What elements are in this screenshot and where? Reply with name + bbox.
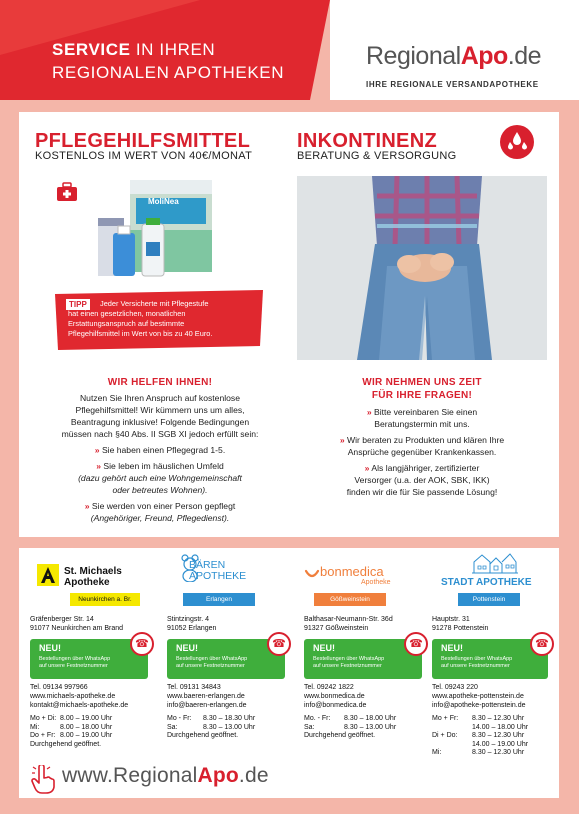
water-drops-icon — [499, 124, 535, 160]
incontinence-photo — [297, 176, 547, 360]
phone-icon: ☎ — [267, 632, 291, 656]
opening-hours: Mo. - Fr: 8.30 – 18.00 Uhr Sa: 8.30 – 13.00 Uhr Durchgehend geöffnet. — [304, 715, 397, 740]
phone-icon: ☎ — [130, 632, 154, 656]
whatsapp-notice: NEU! Bestellungen über WhatsApp auf unsere Festnetznummer — [30, 639, 148, 679]
right-heading: INKONTINENZ — [297, 130, 437, 152]
pharmacy-address: Hauptstr. 31 91278 Pottenstein — [432, 616, 489, 632]
left-heading: PFLEGEHILFSMITTEL — [35, 130, 251, 152]
opening-hours: Mo + Di: 8.00 – 19.00 Uhr Mi: 8.00 – 18.00 Uhr Do + Fr: 8.00 – 19.00 Uhr Durchgehend geöffnet. — [30, 715, 113, 748]
pharmacy-contact — [167, 683, 247, 710]
footer-website-link[interactable]: www.RegionalApo.de — [62, 764, 269, 787]
tipp-label: TIPP — [66, 299, 90, 310]
pharmacy-name: bonmedica — [320, 564, 384, 579]
website-link[interactable]: www.bonmedica.de — [304, 693, 365, 700]
pharmacy-a-logo-icon — [37, 564, 59, 586]
phone-number[interactable]: Tel. 09243 220 — [432, 684, 478, 691]
right-subheading: BERATUNG & VERSORGUNG — [297, 150, 457, 162]
brand-tagline: IHRE REGIONALE VERSANDAPOTHEKE — [366, 80, 539, 89]
page-title: SERVICE IN IHREN REGIONALEN APOTHEKEN — [52, 40, 285, 82]
first-aid-kit-icon — [56, 182, 78, 202]
pharmacy-location-tag: Pottenstein — [458, 593, 520, 606]
pharmacy-card-stadt — [432, 552, 556, 757]
pharmacy-address: Stintzingstr. 4 91052 Erlangen — [167, 616, 217, 632]
website-link[interactable]: www.michaels-apotheke.de — [30, 693, 116, 700]
opening-hours: Mo + Fr: 8.30 – 12.30 Uhr 14.00 – 18.00 Uhr Di + Do: 8.30 – 12.30 Uhr 14.00 – 19.00 Uhr Mi: 8.30 – 12.30 Uhr — [432, 715, 529, 757]
smile-logo-icon — [304, 567, 320, 581]
pharmacy-location-tag: Neunkirchen a. Br. — [70, 593, 140, 606]
pointing-hand-icon — [30, 765, 56, 795]
pharmacy-location-tag: Gößweinstein — [314, 593, 386, 606]
pharmacy-contact — [304, 683, 366, 710]
phone-icon: ☎ — [404, 632, 428, 656]
right-body: » Bitte vereinbaren Sie einen Beratungstermin mit uns. » Wir beraten zu Produkten und klären Ihre Ansprüche gegenüber Krankenkassen. » Als langjähriger, zertifizierter Versorger (u.a. der AOK, SBK, IKK) finden wir die für Sie passende Lösung! — [339, 407, 505, 497]
pharmacy-name: St. Michaels Apotheke — [64, 566, 122, 588]
tipp-text: Jeder Versicherte mit Pflegestufe hat einen gesetzlichen, monatlichen Erstattungsanspruch auf bestimmte Pflegehilfsmittel im Wert von bis zu 40 Euro. — [68, 299, 213, 338]
whatsapp-notice: NEU! Bestellungen über WhatsApp auf unsere Festnetznummer — [167, 639, 285, 679]
website-link[interactable]: www.baeren-erlangen.de — [167, 693, 245, 700]
left-section-title: WIR HELFEN IHNEN! — [107, 377, 213, 388]
pharmacy-contact — [30, 683, 128, 710]
pharmacy-card-baeren — [167, 552, 295, 752]
pharmacy-name: STADT APOTHEKE — [441, 577, 532, 588]
email-link[interactable]: info@bonmedica.de — [304, 702, 367, 709]
pharmacy-card-st-michaels — [30, 552, 158, 752]
pharmacy-card-bonmedica — [304, 552, 432, 752]
pharmacy-name: BÄREN APOTHEKE — [189, 559, 247, 582]
email-link[interactable]: kontakt@michaels-apotheke.de — [30, 702, 129, 709]
townhouse-logo-icon — [472, 552, 518, 574]
opening-hours: Mo - Fr: 8.30 – 18.30 Uhr Sa: 8.30 – 13.00 Uhr Durchgehend geöffnet. — [167, 715, 256, 740]
care-products-image — [96, 178, 214, 278]
website-link[interactable]: www.apotheke-pottenstein.de — [432, 693, 524, 700]
phone-icon: ☎ — [530, 632, 554, 656]
email-link[interactable]: info@baeren-erlangen.de — [167, 702, 247, 709]
left-subheading: KOSTENLOS IM WERT VON 40€/MONAT — [35, 150, 253, 162]
email-link[interactable]: info@apotheke-pottenstein.de — [432, 702, 526, 709]
pharmacy-location-tag: Erlangen — [183, 593, 255, 606]
left-body: Nutzen Sie Ihren Anspruch auf kostenlose Pflegehilfsmittel! Wir kümmern uns um alles, Beantragung inklusive! Folgende Bedingungen müssen nach §40 Abs. II SGB XI jedoch erfüllt sein: » Sie haben einen Pflegegrad 1-5. » Sie leben im häuslichen Umfeld (dazu gehört auch eine Wohngemeinschaft oder betreutes Wohnen). » Sie werden von einer Person gepflegt (Angehöriger, Freund, Pflegedienst). — [61, 393, 259, 523]
phone-number[interactable]: Tel. 09242 1822 — [304, 684, 354, 691]
product-label: MoliNea — [148, 197, 179, 206]
brand-logo[interactable]: RegionalApo.de — [366, 42, 542, 70]
pharmacy-address: Gräfenberger Str. 14 91077 Neunkirchen am Brand — [30, 616, 124, 632]
whatsapp-notice: NEU! Bestellungen über WhatsApp auf unsere Festnetznummer — [432, 639, 548, 679]
right-section-title: WIR NEHMEN UNS ZEIT FÜR IHRE FRAGEN! — [362, 377, 482, 401]
phone-number[interactable]: Tel. 09134 997966 — [30, 684, 88, 691]
whatsapp-notice: NEU! Bestellungen über WhatsApp auf unsere Festnetznummer — [304, 639, 422, 679]
pharmacy-address: Balthasar-Neumann-Str. 36d 91327 Gößweinstein — [304, 616, 393, 632]
pharmacy-subname: Apotheke — [361, 579, 391, 586]
pharmacy-contact — [432, 683, 526, 710]
phone-number[interactable]: Tel. 09131 34843 — [167, 684, 221, 691]
